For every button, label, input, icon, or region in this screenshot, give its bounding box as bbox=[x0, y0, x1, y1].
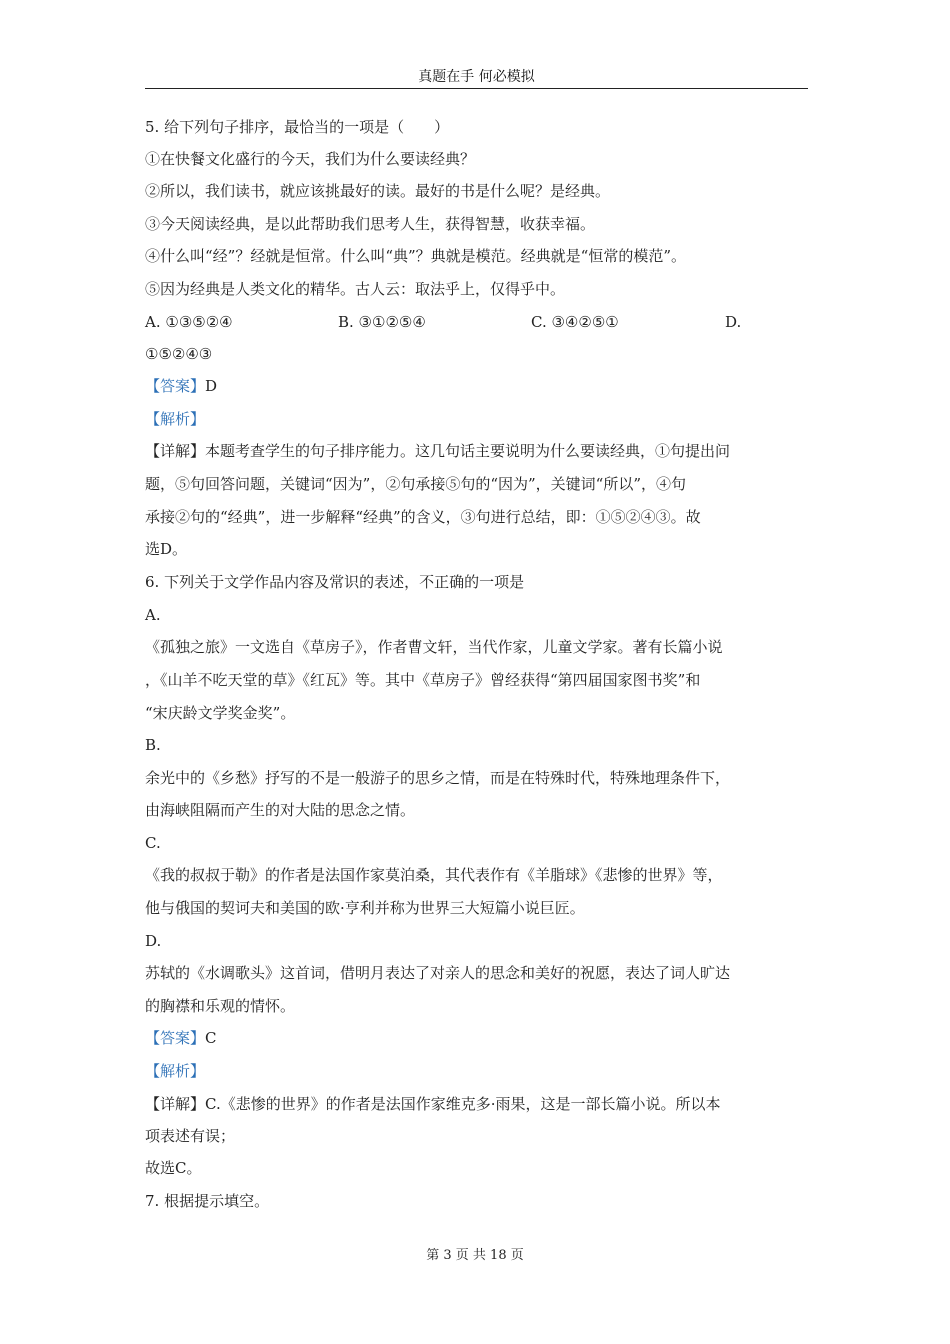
q6-option-a-line-2: ，《山羊不吃天堂的草》《红瓦》等。其中《草房子》曾经获得“第四届国家图书奖”和 bbox=[145, 671, 701, 689]
q5-detail-line-4: 选D。 bbox=[145, 540, 188, 558]
q5-sentence-2: ②所以，我们读书，就应该挑最好的读。最好的书是什么呢？是经典。 bbox=[145, 182, 611, 200]
detail-text: 本题考查学生的句子排序能力。这几句话主要说明为什么要读经典，①句提出问 bbox=[205, 442, 731, 460]
q5-option-d: D. bbox=[725, 313, 742, 331]
header-divider bbox=[145, 88, 808, 89]
detail-tag: 【详解】 bbox=[145, 1095, 206, 1113]
q6-detail-line-2: 项表述有误； bbox=[145, 1127, 236, 1145]
detail-tag: 【详解】 bbox=[145, 442, 206, 460]
q6-detail-line-3: 故选C。 bbox=[145, 1159, 202, 1177]
q6-option-b-line-1: 余光中的《乡愁》抒写的不是一般游子的思乡之情，而是在特殊时代，特殊地理条件下， bbox=[145, 769, 731, 787]
answer-tag: 【答案】 bbox=[145, 377, 206, 395]
answer-value: C bbox=[205, 1029, 217, 1047]
q6-option-a-line-3: “宋庆龄文学奖金奖”。 bbox=[145, 704, 296, 722]
q5-sentence-4: ④什么叫“经”？经就是恒常。什么叫“典”？典就是模范。经典就是“恒常的模范”。 bbox=[145, 247, 687, 265]
q6-stem: 6. 下列关于文学作品内容及常识的表述，不正确的一项是 bbox=[145, 573, 525, 591]
q5-option-c: C. ③④②⑤① bbox=[531, 313, 619, 331]
page-footer: 第 3 页 共 18 页 bbox=[426, 1248, 524, 1263]
q6-option-d-label: D. bbox=[145, 932, 162, 950]
q5-stem: 5. 给下列句子排序，最恰当的一项是（ ） bbox=[145, 118, 450, 136]
q5-sentence-1: ①在快餐文化盛行的今天，我们为什么要读经典？ bbox=[145, 150, 476, 168]
q6-option-c-label: C. bbox=[145, 834, 161, 852]
q6-option-c-line-2: 他与俄国的契诃夫和美国的欧·亨利并称为世界三大短篇小说巨匠。 bbox=[145, 899, 585, 917]
q5-option-d-content: ①⑤②④③ bbox=[145, 345, 213, 363]
q6-option-d-line-1: 苏轼的《水调歌头》这首词，借明月表达了对亲人的思念和美好的祝愿，表达了词人旷达 bbox=[145, 964, 731, 982]
q5-sentence-3: ③今天阅读经典，是以此帮助我们思考人生，获得智慧，收获幸福。 bbox=[145, 215, 596, 233]
detail-text: C.《悲惨的世界》的作者是法国作家维克多·雨果，这是一部长篇小说。所以本 bbox=[205, 1095, 721, 1113]
q7-stem: 7. 根据提示填空。 bbox=[145, 1192, 270, 1210]
q6-option-c-line-1: 《我的叔叔于勒》的作者是法国作家莫泊桑，其代表作有《羊脂球》《悲惨的世界》等， bbox=[145, 866, 723, 884]
q5-analysis-tag: 【解析】 bbox=[145, 410, 206, 428]
q6-option-a-line-1: 《孤独之旅》一文选自《草房子》，作者曹文轩，当代作家，儿童文学家。著有长篇小说 bbox=[145, 638, 723, 656]
q6-answer bbox=[145, 1028, 217, 1048]
page-header: 真题在手 何必模拟 bbox=[418, 69, 535, 85]
answer-value: D bbox=[205, 377, 218, 395]
q5-sentence-5: ⑤因为经典是人类文化的精华。古人云：取法乎上，仅得乎中。 bbox=[145, 280, 566, 298]
q6-analysis-tag: 【解析】 bbox=[145, 1062, 206, 1080]
q6-detail-line-1 bbox=[145, 1094, 721, 1114]
q5-detail-line-1 bbox=[145, 441, 730, 461]
q6-option-a-label: A. bbox=[145, 606, 161, 624]
q5-option-b: B. ③①②⑤④ bbox=[338, 313, 426, 331]
q5-answer bbox=[145, 376, 217, 396]
q6-option-d-line-2: 的胸襟和乐观的情怀。 bbox=[145, 997, 296, 1015]
q5-detail-line-3: 承接②句的“经典”，进一步解释“经典”的含义，③句进行总结，即：①⑤②④③。故 bbox=[145, 508, 701, 526]
q6-option-b-line-2: 由海峡阻隔而产生的对大陆的思念之情。 bbox=[145, 801, 416, 819]
answer-tag: 【答案】 bbox=[145, 1029, 206, 1047]
q6-option-b-label: B. bbox=[145, 736, 161, 754]
q5-detail-line-2: 题，⑤句回答问题，关键词“因为”，②句承接⑤句的“因为”，关键词“所以”，④句 bbox=[145, 475, 687, 493]
q5-option-a: A. ①③⑤②④ bbox=[145, 313, 233, 331]
